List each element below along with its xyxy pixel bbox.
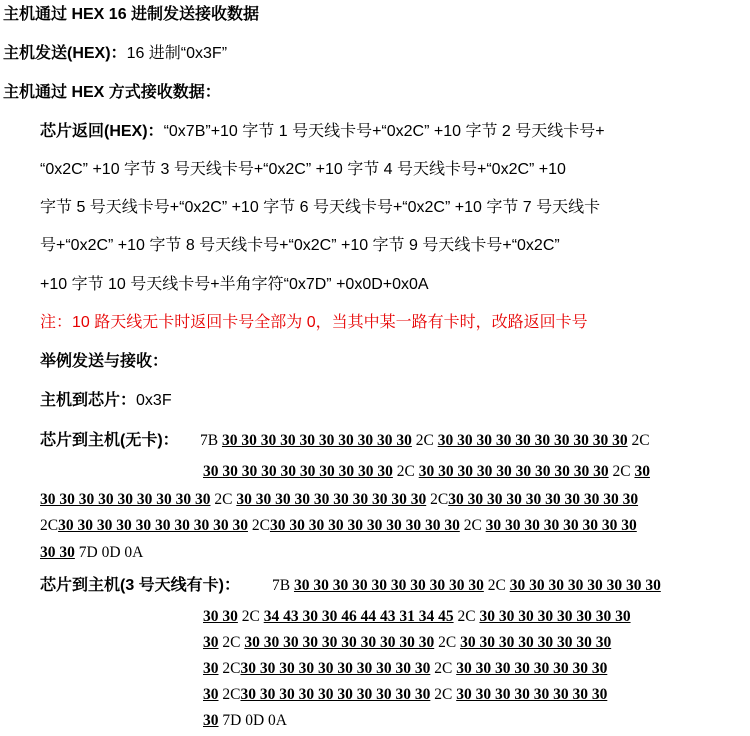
hex-bytes-underlined: 30 30 30 30 30 30 30 30 30 30 (240, 686, 431, 703)
hex-bytes: 2C (608, 463, 635, 480)
chip-return-line-1 (40, 122, 605, 142)
hex-bytes-underlined: 30 30 (40, 544, 75, 561)
receive-heading: 主机通过 HEX 方式接收数据： (3, 84, 221, 101)
hex-line-no-card-4 (40, 516, 637, 536)
hex-bytes: 2C (237, 608, 264, 625)
hex-bytes: 7D 0D 0A (74, 544, 144, 561)
hex-bytes-underlined: 30 30 (203, 608, 238, 625)
hex-bytes: 7B (272, 577, 294, 594)
hex-bytes-underlined: 30 (203, 686, 219, 703)
hex-bytes-underlined: 30 30 30 30 30 30 30 30 30 30 (244, 634, 435, 651)
hex-bytes: 2C (218, 660, 241, 677)
example-heading: 举例发送与接收： (40, 353, 169, 370)
hex-line-card3-6 (203, 711, 287, 731)
hex-bytes-underlined: 30 30 30 30 30 30 30 30 (456, 686, 608, 703)
hex-bytes: 2C (40, 517, 59, 534)
hex-bytes-underlined: 30 30 30 30 30 30 30 30 30 30 (437, 432, 628, 449)
hex-bytes-underlined: 30 (634, 463, 650, 480)
chip-return-text: “0x7B”+10 字节 1 号天线卡号+“0x2C” +10 字节 2 号天线卡号+ (163, 123, 605, 140)
hex-bytes-underlined: 30 30 30 30 30 30 30 30 30 30 (448, 491, 639, 508)
hex-bytes: 7B (200, 432, 222, 449)
host-to-chip-value: 0x3F (136, 392, 172, 409)
chip-return-line-5: +10 字节 10 号天线卡号+半角字符“0x7D” +0x0D+0x0A (40, 276, 429, 293)
hex-bytes-underlined: 30 (203, 712, 219, 729)
hex-bytes: 2C (218, 686, 241, 703)
hex-bytes-underlined: 30 30 30 30 30 30 30 30 (485, 517, 637, 534)
hex-bytes-underlined: 30 30 30 30 30 30 30 30 (479, 608, 631, 625)
page-title: 主机通过 HEX 16 进制发送接收数据 (3, 6, 260, 23)
hex-bytes-underlined: 30 30 30 30 30 30 30 30 30 30 (240, 660, 431, 677)
chip-return-line-4: 号+“0x2C” +10 字节 8 号天线卡号+“0x2C” +10 字节 9 号天线卡号+“0x2C” (40, 237, 560, 254)
hex-bytes: 2C (459, 517, 486, 534)
hex-bytes: 2C (247, 517, 270, 534)
host-send-label: 主机发送(HEX)： (3, 45, 127, 62)
note-text: 注：10 路天线无卡时返回卡号全部为 0，当其中某一路有卡时，改路返回卡号 (40, 314, 588, 331)
host-to-chip-label: 主机到芯片： (40, 392, 137, 409)
hex-bytes: 2C (434, 634, 461, 651)
hex-bytes-underlined: 30 30 30 30 30 30 30 30 30 30 (221, 432, 412, 449)
chip-to-host-card3-label: 芯片到主机(3 号天线有卡)： (40, 577, 241, 594)
hex-bytes: 2C (411, 432, 438, 449)
hex-bytes-underlined: 34 43 30 30 46 44 43 31 34 45 (263, 608, 454, 625)
hex-bytes: 2C (430, 686, 457, 703)
hex-bytes-underlined: 30 (203, 660, 219, 677)
hex-line-no-card-5 (40, 543, 143, 563)
host-send-value: 16 进制“0x3F” (126, 45, 228, 62)
hex-bytes: 2C (426, 491, 449, 508)
hex-bytes-underlined: 30 30 30 30 30 30 30 30 (456, 660, 608, 677)
chip-return-label: 芯片返回(HEX)： (40, 123, 164, 140)
hex-bytes-underlined: 30 30 30 30 30 30 30 30 30 30 (269, 517, 460, 534)
hex-bytes-underlined: 30 30 30 30 30 30 30 30 30 (40, 491, 211, 508)
hex-bytes: 2C (627, 432, 650, 449)
hex-line-card3-2 (203, 607, 631, 627)
hex-bytes: 2C (483, 577, 510, 594)
hex-line-card3-5 (203, 685, 607, 705)
chip-to-host-no-card-label: 芯片到主机(无卡)： (40, 432, 179, 449)
hex-bytes: 2C (453, 608, 480, 625)
hex-line-card3-4 (203, 659, 607, 679)
chip-return-line-2: “0x2C” +10 字节 3 号天线卡号+“0x2C” +10 字节 4 号天线卡号+“0x2C” +10 (40, 161, 566, 178)
hex-bytes-underlined: 30 30 30 30 30 30 30 30 30 30 (418, 463, 609, 480)
host-to-chip-line (40, 391, 172, 411)
hex-bytes: 2C (430, 660, 457, 677)
hex-line-no-card-1 (200, 431, 650, 451)
hex-line-card3-1 (272, 576, 661, 596)
hex-bytes: 2C (392, 463, 419, 480)
hex-line-card3-3 (203, 633, 611, 653)
hex-line-no-card-3 (40, 490, 638, 510)
hex-bytes: 7D 0D 0A (218, 712, 287, 729)
hex-bytes-underlined: 30 30 30 30 30 30 30 30 (509, 577, 661, 594)
hex-bytes: 2C (210, 491, 237, 508)
host-send-line (3, 44, 227, 64)
hex-bytes-underlined: 30 30 30 30 30 30 30 30 30 30 (293, 577, 484, 594)
hex-bytes-underlined: 30 30 30 30 30 30 30 30 (460, 634, 612, 651)
hex-bytes: 2C (218, 634, 245, 651)
hex-bytes-underlined: 30 30 30 30 30 30 30 30 30 30 (203, 463, 393, 480)
hex-line-no-card-2 (203, 462, 650, 482)
hex-bytes-underlined: 30 30 30 30 30 30 30 30 30 30 (58, 517, 248, 534)
chip-return-line-3: 字节 5 号天线卡号+“0x2C” +10 字节 6 号天线卡号+“0x2C” +10 字节 7 号天线卡 (40, 199, 601, 216)
hex-bytes-underlined: 30 30 30 30 30 30 30 30 30 30 (236, 491, 427, 508)
hex-bytes-underlined: 30 (203, 634, 219, 651)
